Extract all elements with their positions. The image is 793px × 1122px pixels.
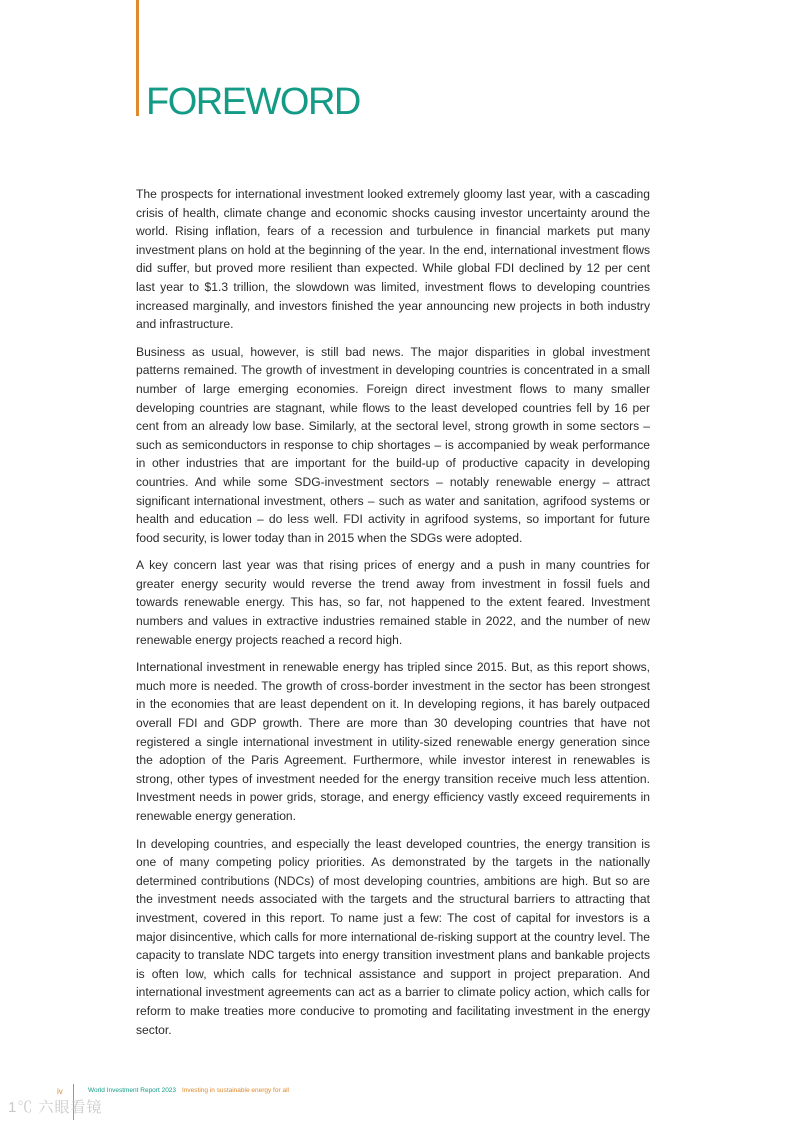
page-number: iv [57,1087,63,1096]
paragraph-3: A key concern last year was that rising prices of energy and a push in many countries for greater energy security would reverse the trend away from investment in fossil fuels and towards renewable energy. This has, so far, not happened to the extent feared. Investment numbers and values in extractive industries remained stable in 2022, and the number of new renewable energy projects reached a record high. [136,558,650,647]
report-subtitle: Investing in sustainable energy for all [182,1087,289,1094]
paragraph-4: International investment in renewable energy has tripled since 2015. But, as this report shows, much more is needed. The growth of cross-border investment in the sector has been strongest in the economies that are least dependent on it. In developing regions, it has barely outpaced overall FDI and GDP growth. There are more than 30 developing countries that have not registered a single international investment in utility-sized renewable energy generation since the adoption of the Paris Agreement. Furthermore, while investor interest in renewables is strong, other types of investment needed for the energy transition receive much less attention. Investment needs in power grids, storage, and energy efficiency vastly exceed requirements in renewable energy generation. [136,660,650,823]
paragraph-5: In developing countries, and especially the least developed countries, the energy transition is one of many competing policy priorities. As demonstrated by the targets in the nationally determined contributions (NDCs) of most developing countries, ambitions are high. But so are the investment needs associated with the targets and the structural barriers to attracting that investment, covered in this report. To name just a few: The cost of capital for investors is a major disincentive, which calls for more international de-risking support at the country level. The capacity to translate NDC targets into energy transition investment plans and bankable projects is often low, which calls for technical assistance and support in project preparation. And international investment agreements can act as a barrier to climate policy action, which calls for reform to make treaties more conducive to promoting and facilitating investment in the energy sector. [136,836,650,1037]
report-name: World Investment Report 2023 [88,1087,177,1094]
watermark: 1℃ 六眼看镜 [8,1099,103,1116]
page-footer [0,1080,793,1120]
paragraph-1: The prospects for international investment looked extremely gloomy last year, with a cascading crisis of health, climate change and economic shocks causing investor uncertainty around the world. Rising inflation, fears of a recession and turbulence in financial markets put many investment plans on hold at the beginning of the year. In the end, international investment flows did suffer, but proved more resilient than expected. While global FDI declined by 12 per cent last year to $1.3 trillion, the slowdown was limited, investment flows to developing countries increased marginally, and investors finished the year announcing new projects in both industry and infrastructure. [136,187,650,332]
body-text [136,185,650,1048]
heading-accent-rule [136,0,139,116]
page-title: FOREWORD [146,81,360,123]
paragraph-2: Business as usual, however, is still bad news. The major disparities in global investment patterns remained. The growth of investment in developing countries is concentrated in a small number of large emerging economies. Foreign direct investment flows to many smaller developing countries are stagnant, while flows to the least developed countries fell by 16 per cent from an already low base. Similarly, at the sectoral level, strong growth in some sectors – such as semiconductors in response to chip shortages – is accompanied by weak performance in other industries that are important for the build-up of productive capacity in developing countries. And while some SDG-investment sectors – notably renewable energy – attract significant international investment, others – such as water and sanitation, agrifood systems or health and education – do less well. FDI activity in agrifood systems, so important for future food security, is lower today than in 2015 when the SDGs were adopted. [136,344,650,545]
